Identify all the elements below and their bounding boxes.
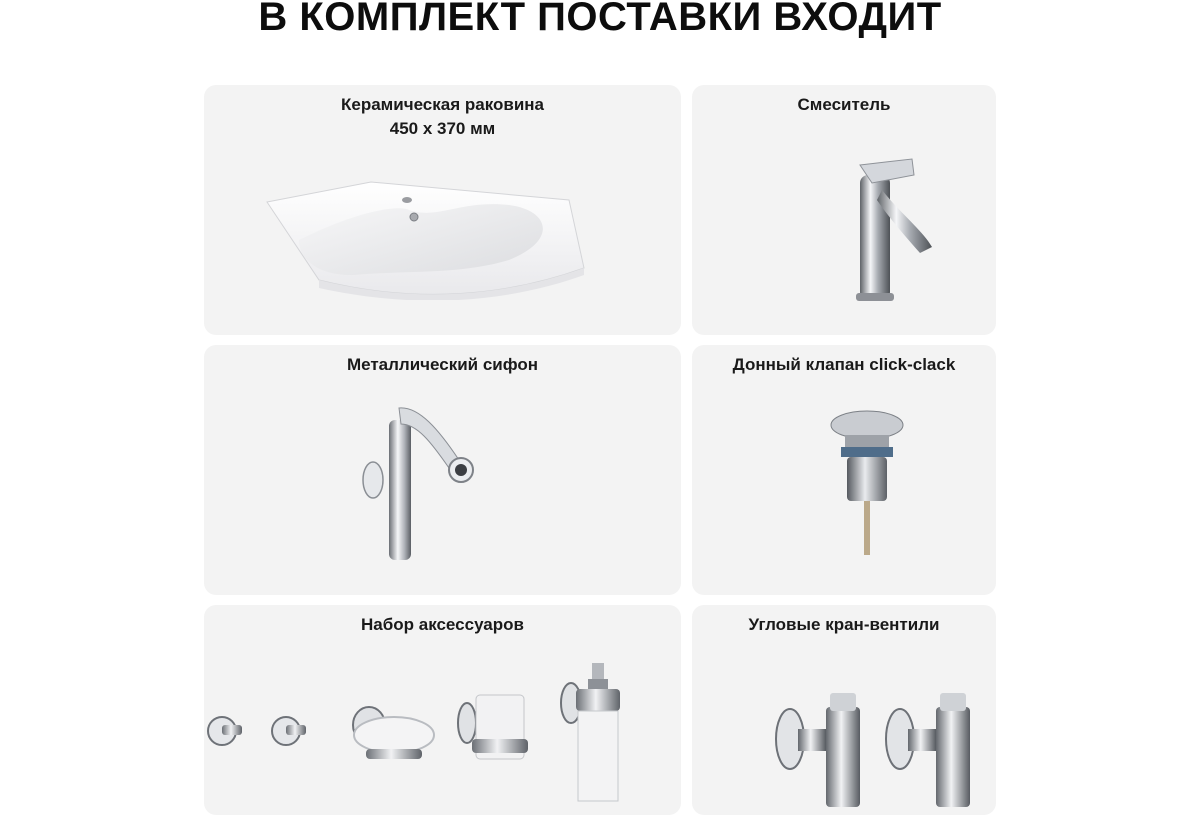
card-accessories <box>204 605 681 815</box>
drain-valve-image <box>827 407 927 557</box>
soap-dispenser-icon <box>561 663 620 801</box>
card-title-angle-valves: Угловые кран-вентили <box>748 615 940 634</box>
card-title-drain-valve: Донный клапан click-clack <box>732 355 956 374</box>
card-sink <box>204 85 681 335</box>
card-title-sink <box>204 93 681 141</box>
card-faucet <box>692 85 996 335</box>
card-siphon <box>204 345 681 595</box>
angle-valve-2-icon <box>886 693 970 807</box>
tumbler-icon <box>458 695 528 759</box>
siphon-image <box>359 400 489 565</box>
card-title-faucet: Смеситель <box>797 95 891 114</box>
card-title-siphon: Металлический сифон <box>346 355 539 374</box>
card-title-sink-line1: Керамическая раковина <box>341 95 544 114</box>
sink-image <box>259 180 589 300</box>
angle-valve-1-icon <box>776 693 860 807</box>
card-title-sink-line2: 450 х 370 мм <box>389 119 496 138</box>
card-angle-valves <box>692 605 996 815</box>
accessories-image <box>204 663 681 803</box>
faucet-image <box>842 155 942 305</box>
hook-1-icon <box>208 717 242 745</box>
card-title-accessories: Набор аксессуаров <box>361 615 524 634</box>
soap-dish-icon <box>353 707 434 759</box>
angle-valves-image <box>774 667 974 807</box>
card-drain-valve <box>692 345 996 595</box>
hook-2-icon <box>272 717 306 745</box>
page-title: В КОМПЛЕКТ ПОСТАВКИ ВХОДИТ <box>258 0 942 39</box>
